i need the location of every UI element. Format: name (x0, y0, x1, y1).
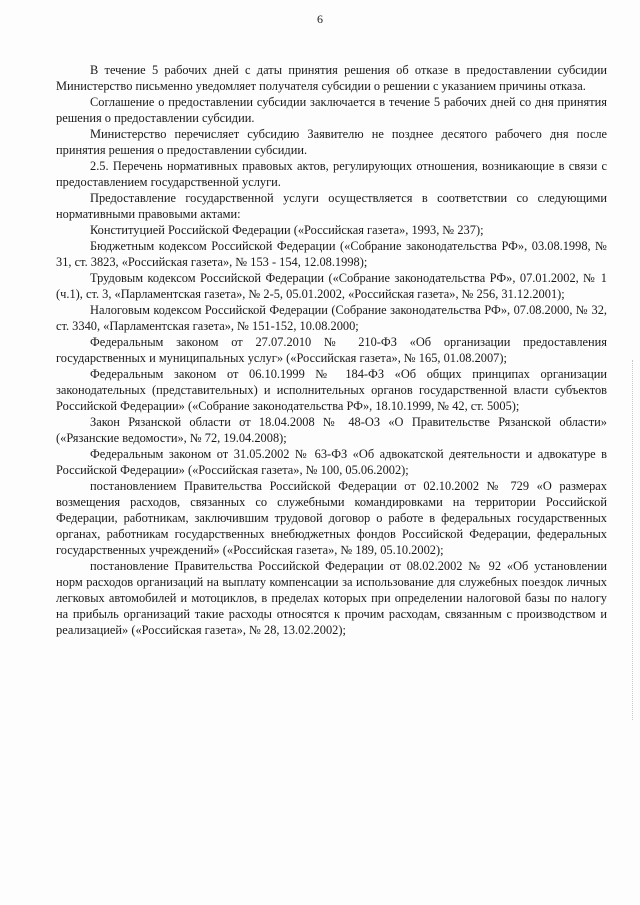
paragraph-transfer: Министерство перечисляет субсидию Заявителю не позднее десятого рабочего дня после принятия решения о предоставлении субсидии. (56, 127, 607, 157)
paragraph-agreement: Соглашение о предоставлении субсидии заключается в течение 5 рабочих дней со дня принятия решения о предоставлении субсидии. (56, 95, 607, 125)
paragraph-refusal-notice: В течение 5 рабочих дней с даты принятия решения об отказе в предоставлении субсидии Министерство письменно уведомляет получателя субсидии о решении с указанием причины отказа. (56, 63, 607, 93)
paragraph-labor-code: Трудовым кодексом Российской Федерации («Собрание законодательства РФ», 07.01.2002, № 1 (ч.1), ст. 3, «Парламентская газета», № 2-5, 05.01.2002, «Российская газета», № 256, 31.12.2001); (56, 271, 607, 301)
paragraph-law-184: Федеральным законом от 06.10.1999 № 184-ФЗ «Об общих принципах организации законодательных (представительных) и исполнительных органов государственной власти субъектов Российской Федерации» («Собрание законодательства РФ», 18.10.1999, № 42, ст. 5005); (56, 367, 607, 413)
paragraph-legal-basis-intro: Предоставление государственной услуги осуществляется в соответствии со следующими нормативными правовыми актами: (56, 191, 607, 221)
document-body (56, 62, 607, 638)
paragraph-tax-code: Налоговым кодексом Российской Федерации (Собрание законодательства РФ», 07.08.2000, № 32, ст. 3340, «Парламентская газета», № 151-152, 10.08.2000; (56, 303, 607, 333)
paragraph-budget-code: Бюджетным кодексом Российской Федерации («Собрание законодательства РФ», 03.08.1998, № 31, ст. 3823, «Российская газета», № 153 - 154, 12.08.1998); (56, 239, 607, 269)
paragraph-law-210: Федеральным законом от 27.07.2010 № 210-ФЗ «Об организации предоставления государственных и муниципальных услуг» («Российская газета», № 165, 01.08.2007); (56, 335, 607, 365)
paragraph-resolution-729: постановлением Правительства Российской Федерации от 02.10.2002 № 729 «О размерах возмещения расходов, связанных со служебными командировками на территории Российской Федерации, работникам, заключившим трудовой договор о работе в федеральных государственных органах, работникам государственных внебюджетных фондов Российской Федерации, федеральных государственных учреждений» («Российская газета», № 189, 05.10.2002); (56, 479, 607, 557)
paragraph-constitution: Конституцией Российской Федерации («Российская газета», 1993, № 237); (90, 223, 484, 237)
paragraph-law-63: Федеральным законом от 31.05.2002 № 63-ФЗ «Об адвокатской деятельности и адвокатуре в Российской Федерации» («Российская газета», № 100, 05.06.2002); (56, 447, 607, 477)
page-number: 6 (317, 12, 323, 26)
scan-margin-mark (632, 360, 634, 720)
paragraph-ryazan-law-48: Закон Рязанской области от 18.04.2008 № 48-ОЗ «О Правительстве Рязанской области» («Рязанские ведомости», № 72, 19.04.2008); (56, 415, 607, 445)
paragraph-resolution-92: постановление Правительства Российской Федерации от 08.02.2002 № 92 «Об установлении норм расходов организаций на выплату компенсации за использование для служебных поездок личных легковых автомобилей и мотоциклов, в пределах которых при определении налоговой базы по налогу на прибыль организаций такие расходы относятся к прочим расходам, связанным с производством и реализацией» («Российская газета», № 28, 13.02.2002); (56, 559, 607, 637)
paragraph-section-2-5: 2.5. Перечень нормативных правовых актов, регулирующих отношения, возникающие в связи с предоставлением государственной услуги. (56, 159, 607, 189)
